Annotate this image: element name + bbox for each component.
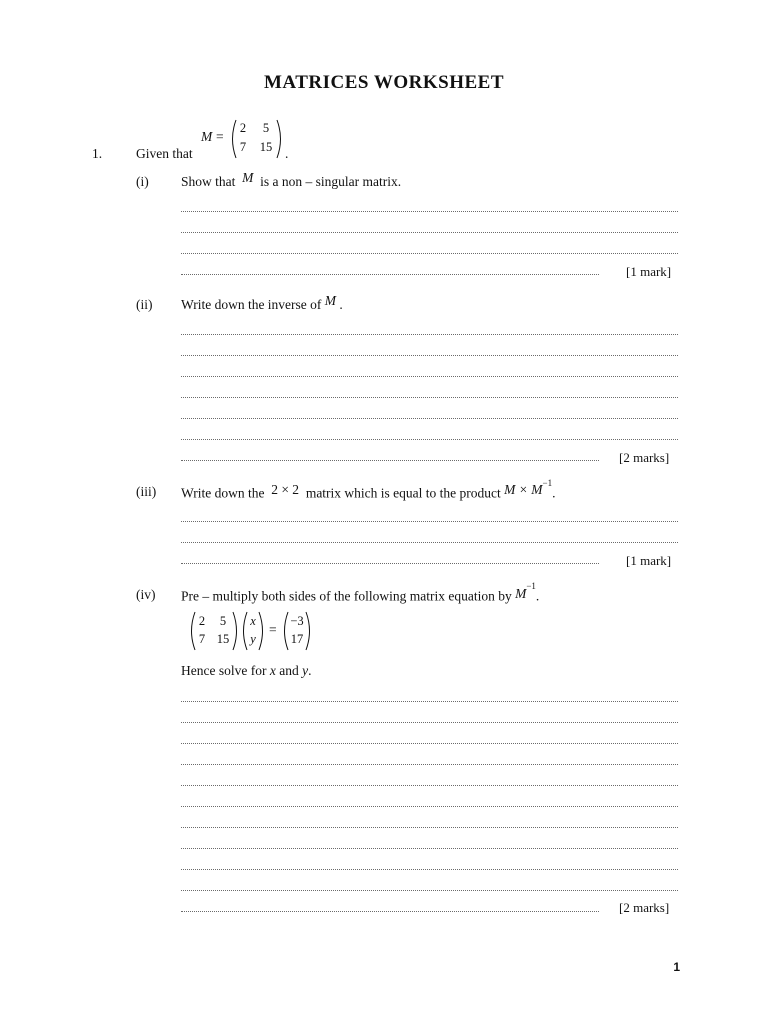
answer-line [181, 848, 678, 849]
matrix-name: M [201, 129, 213, 144]
worksheet-title: MATRICES WORKSHEET [263, 72, 505, 93]
eq-c: 7 [198, 632, 206, 646]
answer-line [181, 274, 599, 275]
answer-line [181, 827, 678, 828]
matrix-m [229, 119, 284, 159]
equation-matrix-left [188, 611, 240, 651]
equation-vector-result [281, 611, 313, 651]
answer-line [181, 232, 678, 233]
part-i-var: M [242, 170, 254, 185]
eq-y: y [250, 632, 256, 646]
part-iii-sup: −1 [542, 478, 553, 488]
answer-line [181, 764, 678, 765]
part-iii-marks: [1 mark] [626, 553, 672, 568]
answer-line [181, 890, 678, 891]
eq-equals: = [269, 622, 277, 637]
answer-line [181, 869, 678, 870]
answer-line [181, 253, 678, 254]
matrix-m-c: 7 [239, 140, 247, 154]
part-ii-marks: [2 marks] [619, 450, 670, 465]
answer-line [181, 376, 678, 377]
equation-vector-xy [240, 611, 266, 651]
eq-a: 2 [198, 614, 206, 628]
part-iv-label: (iv) [136, 587, 156, 602]
answer-line [181, 701, 678, 702]
answer-line [181, 334, 678, 335]
question-intro: Given that [136, 146, 193, 161]
matrix-m-a: 2 [239, 121, 247, 135]
answer-line [181, 418, 678, 419]
answer-line [181, 355, 678, 356]
part-i-text: Show that M is a non – singular matrix. [181, 170, 402, 189]
part-iv-text: Pre – multiply both sides of the following matrix equation by $M^{-1}$. [181, 581, 540, 604]
answer-line [181, 785, 678, 786]
eq-x: x [250, 614, 256, 628]
answer-line [181, 542, 678, 543]
answer-line [181, 563, 599, 564]
page-number: 1 [673, 960, 680, 974]
part-iii-label: (iii) [136, 484, 157, 499]
question-number: 1. [92, 146, 103, 161]
answer-line [181, 211, 678, 212]
eq-r1: −3 [290, 614, 304, 628]
answer-line [181, 397, 678, 398]
answer-line [181, 722, 678, 723]
part-iv-sup: −1 [526, 581, 536, 591]
eq-r2: 17 [290, 632, 304, 646]
part-iii-product: M × M [504, 481, 543, 497]
answer-line [181, 460, 599, 461]
hence-text: Hence solve for x and y. [181, 663, 312, 678]
matrix-m-d: 15 [259, 140, 273, 154]
part-iv-marks: [2 marks] [619, 900, 670, 915]
part-i-label: (i) [136, 174, 149, 189]
eq-b: 5 [219, 614, 227, 628]
part-i-marks: [1 mark] [626, 264, 672, 279]
answer-line [181, 911, 599, 912]
eq-d: 15 [216, 632, 230, 646]
answer-line [181, 439, 678, 440]
part-iv-var: M [515, 585, 527, 601]
matrix-m-b: 5 [262, 121, 270, 135]
part-ii-var: M [324, 293, 337, 308]
part-ii-text: Write down the inverse of M . [181, 293, 343, 312]
answer-line [181, 806, 678, 807]
matrix-equals: = [216, 129, 224, 144]
intro-period: . [285, 146, 289, 161]
answer-line [181, 743, 678, 744]
part-iii-dim: 2 × 2 [271, 481, 300, 497]
part-ii-label: (ii) [136, 297, 153, 312]
answer-line [181, 521, 678, 522]
part-iii-text: Write down the 2 × 2 matrix which is equal to the product $M \times M^{-1}$. [181, 478, 556, 501]
